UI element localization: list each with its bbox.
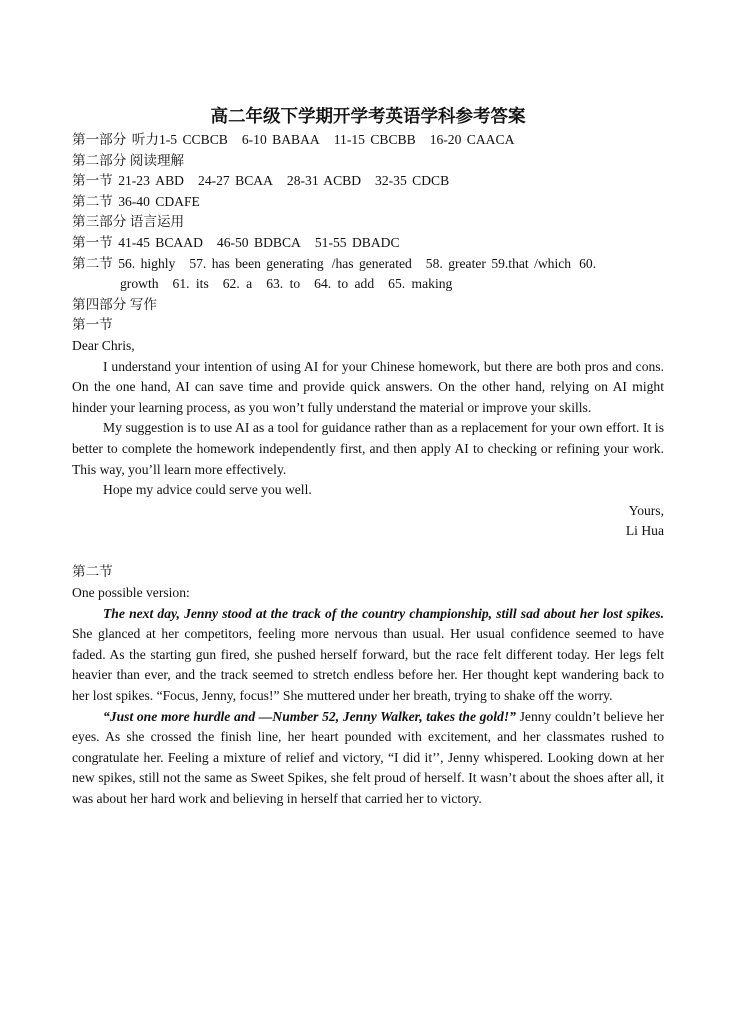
part3-section1-answers [72, 233, 664, 254]
part3-name: 语言运用 [129, 214, 185, 230]
answer-item: 64. to add [314, 276, 375, 292]
answer-group: 21-23 ABD [118, 173, 185, 189]
answer-item: growth [120, 276, 159, 292]
answer-item: 63. to [266, 276, 301, 292]
letter-signature: Li Hua [625, 523, 664, 539]
part2-heading [72, 151, 664, 172]
story-paragraph-1-lead: The next day, Jenny stood at the track of the country championship, still sad about her lost spikes. [103, 605, 664, 621]
answer-group: 6-10 BABAA [241, 132, 320, 147]
letter-paragraph-2: My suggestion is to use AI as a tool for guidance rather than as a replacement for your own effort. It is better to complete the homework independently first, and then apply AI to checking or refining your work. This way, you’ll learn more effectively. [72, 420, 664, 477]
story-paragraph-2 [72, 707, 664, 810]
part2-name: 阅读理解 [129, 152, 185, 168]
answer-group: 32-35 CDCB [375, 173, 450, 189]
answer-group: 24-27 BCAA [198, 173, 273, 189]
answer-item: 58. greater 59.that /which [425, 255, 572, 271]
part3-label: 第三部分 [72, 214, 127, 230]
answer-group: 1-5 CCBCB [158, 132, 228, 147]
answer-group: 51-55 DBADC [314, 234, 400, 250]
answer-group: 28-31 ACBD [286, 173, 362, 189]
section-label: 第二节 [72, 255, 113, 271]
answer-key-document [72, 104, 664, 810]
section-label: 第二节 [72, 193, 113, 209]
writing2-label: 第二节 [72, 564, 113, 580]
answer-item: 56. highly [118, 255, 176, 271]
section-label: 第一节 [72, 173, 113, 189]
answer-item: 61. its [172, 276, 209, 292]
story-paragraph-2-lead: “Just one more hurdle and —Number 52, Jenny Walker, takes the gold!” [103, 708, 516, 724]
version-intro: One possible version: [72, 585, 190, 601]
answer-item: /has generated [331, 255, 412, 271]
part1-name: 听力 [131, 132, 159, 147]
answer-item: 57. has been generating [189, 255, 324, 271]
answer-group: 41-45 BCAAD [118, 234, 203, 250]
part3-section2-answers-line2 [72, 274, 664, 295]
part4-label: 第四部分 [72, 296, 127, 312]
letter-paragraph-3: Hope my advice could serve you well. [103, 482, 312, 498]
story-paragraph-1-body: She glanced at her competitors, feeling more nervous than usual. Her usual confidence seemed to have faded. As the starting gun fired, she pushed herself forward, but the race felt different today. Her legs felt heavier than ever, and the track seemed to stretch endless before her. Her thought kept wandering back to her lost spikes. “Focus, Jenny, focus!” She muttered under her breath, trying to shake off the worry. [72, 626, 664, 704]
letter-greeting: Dear Chris, [72, 337, 135, 353]
story-paragraph-2-body: Jenny couldn’t believe her eyes. As she crossed the finish line, her heart pounded with excitement, and her classmates rushed to congratulate her. Feeling a mixture of relief and victory, “I did it’’, Jenny whispered. Looking down at her new spikes, still not the same as Sweet Spikes, she felt proud of herself. It wasn’t about the shoes after all, it was about her hard work and believing in herself that carried her to victory. [72, 708, 664, 806]
answer-item: 65. making [388, 276, 453, 292]
answer-group: 16-20 CAACA [429, 132, 515, 147]
part4-heading [72, 295, 664, 316]
section-label: 第一节 [72, 234, 113, 250]
answer-group: 11-15 CBCBB [333, 132, 416, 147]
answer-group: 36-40 CDAFE [118, 193, 200, 209]
answer-group: 46-50 BDBCA [216, 234, 301, 250]
part2-section2-answers [72, 192, 664, 213]
answer-item: 62. a [222, 276, 253, 292]
document-title: 高二年级下学期开学考英语学科参考答案 [210, 106, 526, 126]
letter-closing: Yours, [628, 502, 664, 518]
answer-item: 60. [579, 255, 597, 271]
part4-name: 写作 [129, 296, 157, 312]
part1-label: 第一部分 [72, 132, 127, 147]
part3-section2-answers-line1 [72, 254, 664, 275]
letter-paragraph-1: I understand your intention of using AI for your Chinese homework, but there are both pros and cons. On the one hand, AI can save time and provide quick answers. On the other hand, relying on AI might hinder your learning process, as you won’t fully understand the material or improve your skills. [72, 358, 664, 415]
part1-listening-answers [72, 130, 664, 151]
part3-heading [72, 212, 664, 233]
writing1-label: 第一节 [72, 317, 113, 333]
story-paragraph-1 [72, 604, 664, 707]
part2-section1-answers [72, 171, 664, 192]
part2-label: 第二部分 [72, 152, 127, 168]
